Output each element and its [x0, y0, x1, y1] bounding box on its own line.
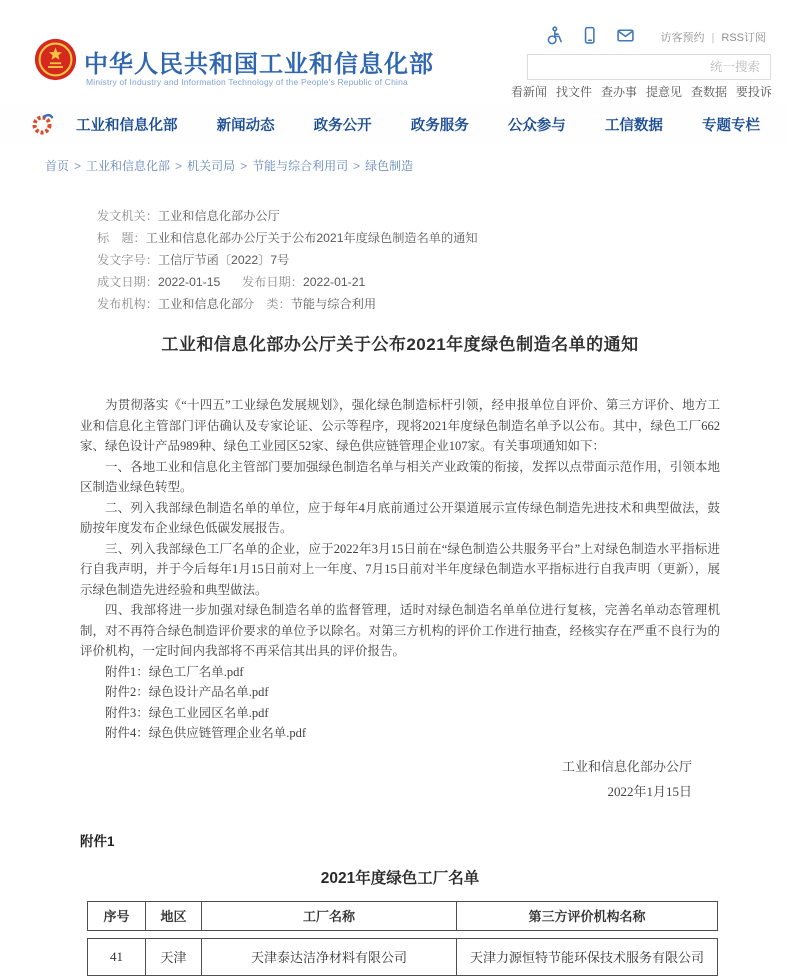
signer-name: 工业和信息化部办公厅: [561, 758, 692, 774]
attachment-link-4[interactable]: 附件4：绿色供应链管理企业名单.pdf: [105, 726, 307, 740]
written-date-label: 成文日期：: [97, 275, 158, 289]
annex-table-title: 2021年度绿色工厂名单: [320, 869, 480, 887]
table-gap: [80, 931, 720, 938]
national-emblem-logo[interactable]: [33, 37, 78, 82]
quick-link-data[interactable]: 查数据: [690, 85, 727, 99]
meta-row-issuer: [97, 205, 720, 227]
table-row: [88, 938, 718, 975]
quick-link-news[interactable]: 看新闻: [511, 85, 548, 99]
annex-label: 附件1: [80, 833, 115, 849]
breadcrumb-home[interactable]: 首页: [45, 159, 70, 173]
article-paragraph: 三、列入我部绿色工厂名单的企业，应于2022年3月15日前在“绿色制造公共服务平台”上对绿色制造水平指标进行自我声明，并于今后每年1月15日前对上一年度、7月15日前对半年度绿色制造水平指标进行自我声明（更新），展示绿色制造先进经验和典型做法。: [80, 541, 720, 597]
doc-number-value: 工信厅节函〔2022〕7号: [157, 253, 290, 267]
accessibility-icon[interactable]: [543, 25, 564, 46]
breadcrumb-separator: >: [240, 159, 248, 173]
miit-gear-icon: [30, 111, 56, 137]
emblem-icon: [33, 37, 78, 82]
annex-table-body: [87, 938, 718, 976]
issuer-label: 发文机关：: [97, 209, 158, 223]
issuer-value: 工业和信息化部办公厅: [157, 209, 280, 223]
cell-factory: 天津泰达洁净材料有限公司: [202, 938, 457, 975]
header-utility-icons: [543, 25, 636, 46]
nav-item-public-participation[interactable]: 公众参与: [507, 117, 566, 134]
article-body: [80, 395, 720, 744]
publish-date-label: 发布日期：: [242, 275, 303, 289]
breadcrumb-departments[interactable]: 机关司局: [187, 159, 236, 173]
quick-link-suggestions[interactable]: 提意见: [645, 85, 682, 99]
attachment-link-1[interactable]: 附件1：绿色工厂名单.pdf: [105, 664, 244, 679]
mobile-icon[interactable]: [579, 25, 600, 46]
article-paragraph: 四、我部将进一步加强对绿色制造名单的监督管理，适时对绿色制造名单单位进行复核，完善名单动态管理机制，对不再符合绿色制造评价要求的单位予以除名。对第三方机构的评价工作进行抽查，经核实存在严重不良行为的评价机构，一定时间内我部将不再采信其出具的评价报告。: [80, 603, 720, 658]
meta-row-dates: [97, 271, 720, 293]
meta-col-publish-date: [242, 271, 365, 293]
quick-link-files[interactable]: 找文件: [555, 85, 592, 99]
document-meta: [80, 205, 720, 315]
quick-link-services[interactable]: 查办事: [600, 85, 637, 99]
attachment-link-3[interactable]: 附件3：绿色工业园区名单.pdf: [105, 705, 269, 720]
nav-item-gov-services[interactable]: 政务服务: [410, 117, 469, 134]
rss-subscribe-link[interactable]: RSS订阅: [721, 32, 766, 44]
meta-col-category: [242, 293, 376, 315]
breadcrumb-green-manufacturing[interactable]: 绿色制造: [365, 159, 414, 173]
top-links-separator: |: [711, 32, 715, 44]
article-paragraph: 为贯彻落实《“十四五”工业绿色发展规划》，强化绿色制造标杆引领，经申报单位自评价、第三方评价、地方工业和信息化主管部门评估确认及专家论证、公示等程序，现将2021年度绿色制造名单予以公布。其中，绿色工厂662家、绿色设计产品989种、绿色工业园区52家、绿色供应链管理企业107家。有关事项通知如下：: [80, 398, 720, 453]
nav-item-miit[interactable]: 工业和信息化部: [76, 117, 178, 134]
quick-link-complaints[interactable]: 要投诉: [735, 85, 772, 99]
visitor-reservation-link[interactable]: 访客预约: [660, 32, 705, 44]
search-box: [527, 54, 771, 80]
sign-date: 2022年1月15日: [607, 783, 692, 799]
breadcrumb-miit[interactable]: 工业和信息化部: [86, 159, 171, 173]
meta-row-org: [97, 293, 720, 315]
written-date-value: 2022-01-15: [157, 275, 221, 289]
cell-index: 41: [88, 938, 146, 975]
col-header-factory: 工厂名称: [202, 901, 457, 930]
doc-title-label: 标 题：: [97, 231, 146, 245]
col-header-index: 序号: [88, 901, 146, 930]
cell-evaluator: 天津力源恒特节能环保技术服务有限公司: [457, 938, 718, 975]
breadcrumb-separator: >: [74, 159, 82, 173]
article-title: 工业和信息化部办公厅关于公布2021年度绿色制造名单的通知: [161, 335, 639, 354]
table-header-row: [88, 901, 718, 930]
article-paragraph: 二、列入我部绿色制造名单的单位，应于每年4月底前通过公开渠道展示宣传绿色制造先进技术和典型做法，鼓励按年度发布企业绿色低碳发展报告。: [80, 500, 720, 535]
site-title: 中华人民共和国工业和信息化部: [84, 51, 434, 78]
cell-region: 天津: [146, 938, 202, 975]
main-nav: [0, 103, 786, 145]
signature-block: [80, 754, 720, 804]
category-value: 节能与综合利用: [290, 297, 377, 311]
publisher-label: 发布机构：: [97, 297, 158, 311]
meta-row-title: [97, 227, 720, 249]
publish-date-value: 2022-01-21: [302, 275, 366, 289]
col-header-region: 地区: [146, 901, 202, 930]
header-top-links: [661, 29, 766, 45]
doc-title-value: 工业和信息化部办公厅关于公布2021年度绿色制造名单的通知: [145, 231, 478, 245]
breadcrumb-separator: >: [175, 159, 183, 173]
category-label: 分 类：: [242, 297, 291, 311]
search-input[interactable]: [528, 55, 770, 79]
document-area: [80, 205, 720, 976]
doc-number-label: 发文字号：: [97, 253, 158, 267]
site-subtitle: Ministry of Industry and Information Technology of the People's Republic of China: [86, 77, 408, 87]
breadcrumb-separator: >: [353, 159, 361, 173]
col-header-evaluator: 第三方评价机构名称: [457, 901, 718, 930]
attachments-list: [80, 662, 720, 744]
article-paragraph: 一、各地工业和信息化主管部门要加强绿色制造名单与相关产业政策的衔接，发挥以点带面示范作用，引领本地区制造业绿色转型。: [80, 459, 720, 494]
nav-item-news[interactable]: 新闻动态: [216, 117, 275, 134]
breadcrumb: [45, 157, 413, 174]
annex-table-header: [87, 901, 718, 931]
nav-item-gov-affairs[interactable]: 政务公开: [313, 117, 372, 134]
breadcrumb-energy-dept[interactable]: 节能与综合利用司: [252, 159, 349, 173]
meta-row-number: [97, 249, 720, 271]
nav-item-special-topics[interactable]: 专题专栏: [701, 117, 760, 134]
quick-links: [511, 83, 772, 100]
attachment-link-2[interactable]: 附件2：绿色设计产品名单.pdf: [105, 685, 269, 699]
publisher-value: 工业和信息化部: [157, 297, 244, 311]
nav-items: [76, 114, 760, 135]
mail-icon[interactable]: [615, 25, 636, 46]
nav-item-industry-data[interactable]: 工信数据: [604, 117, 663, 134]
